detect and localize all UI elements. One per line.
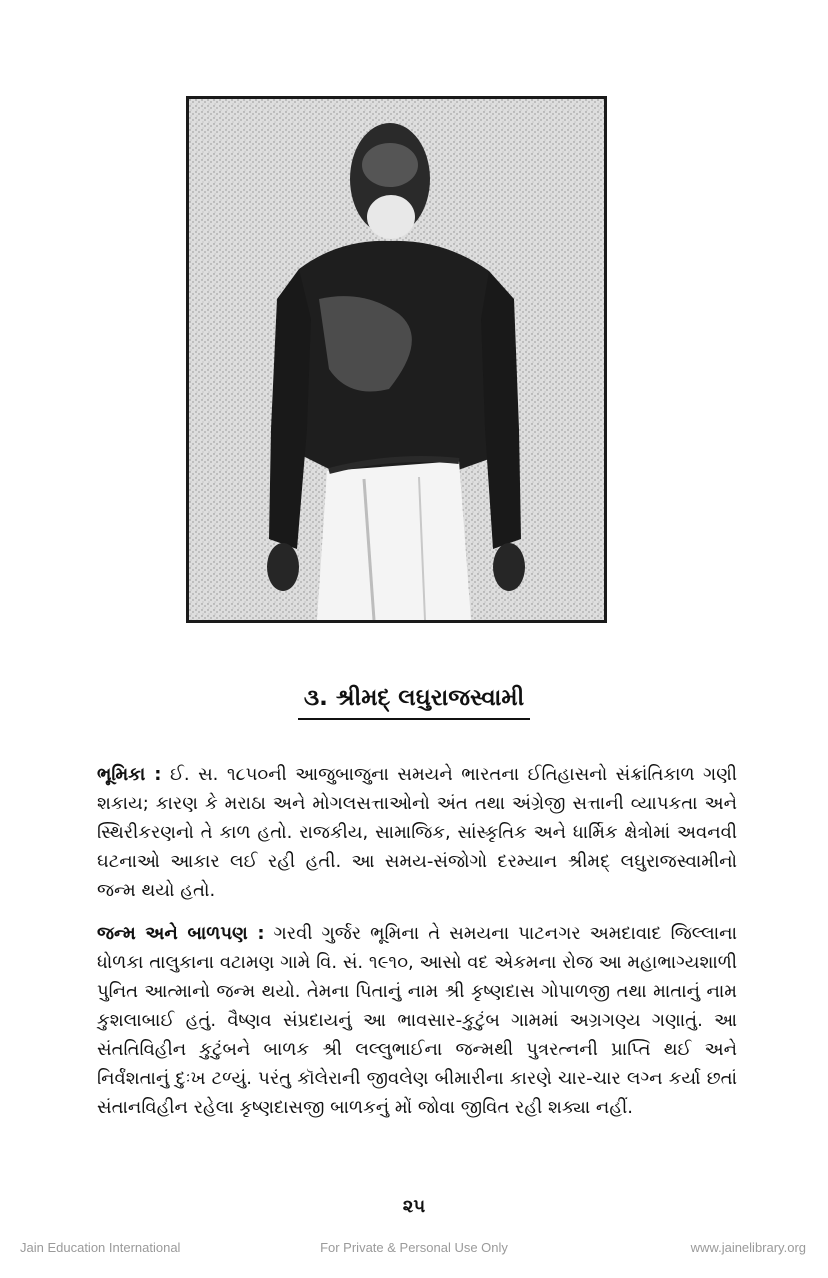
page-number: ૨૫ (402, 1196, 426, 1217)
paragraph-text: ગરવી ગુર્જર ભૂમિના તે સમયના પાટનગર અમદાવાદ જિલ્લાના ધોળકા તાલુકાના વટામણ ગામે વિ. સં. ૧૯૧૦, આસો વદ એકમના રોજ આ મહાભાગ્યશાળી પુનિત આત્માનો જન્મ થયો. તેમના પિતાનું નામ શ્રી કૃષ્ણદાસ ગોપાળજી તથા માતાનું નામ કુશલાબાઈ હતું. વૈષ્ણવ સંપ્રદાયનું આ ભાવસાર-કુટુંબ ગામમાં અગ્રગણ્ય ગણાતું. આ સંતતિવિહીન કુટુંબને બાળક શ્રી લલ્લુભાઈના જન્મથી પુત્રરત્નની પ્રાપ્તિ થઈ અને નિર્વંશતાનું દુઃખ ટળ્યું. પરંતુ કૉલેરાની જીવલેણ બીમારીના કારણે ચાર-ચાર લગ્ન કર્યા છતાં સંતાનવિહીન રહેલા કૃષ્ણદાસજી બાળકનું મોં જોવા જીવિત રહી શક્યા નહીં. (97, 923, 737, 1118)
chapter-title: ૩. શ્રીમદ્ લઘુરાજસ્વામી (0, 680, 828, 720)
footer-publisher: Jain Education International (20, 1240, 181, 1255)
portrait-photo-icon (189, 99, 604, 620)
paragraph-heading: ભૂમિકા : (97, 764, 162, 785)
footer-website-link[interactable]: www.jainelibrary.org (690, 1240, 806, 1255)
paragraph-text: ઈ. સ. ૧૮૫૦ની આજુબાજુના સમયને ભારતના ઈતિહાસનો સંક્રાંતિકાળ ગણી શકાય; કારણ કે મરાઠા અને મોગલસત્તાઓનો અંત તથા અંગ્રેજી સત્તાની વ્યાપકતા અને સ્થિરીકરણનો તે કાળ હતો. રાજકીય, સામાજિક, સાંસ્કૃતિક અને ધાર્મિક ક્ષેત્રોમાં અવનવી ઘટનાઓ આકાર લઈ રહી હતી. આ સમય-સંજોગો દરમ્યાન શ્રીમદ્ લઘુરાજસ્વામીનો જન્મ થયો હતો. (97, 764, 737, 901)
paragraph-heading: જન્મ અને બાળપણ : (97, 923, 265, 944)
footer-usage-note: For Private & Personal Use Only (320, 1240, 508, 1255)
portrait-photo (186, 96, 607, 623)
paragraph-birth-childhood (97, 919, 737, 1122)
body-text (97, 760, 737, 1136)
paragraph-introduction (97, 760, 737, 905)
